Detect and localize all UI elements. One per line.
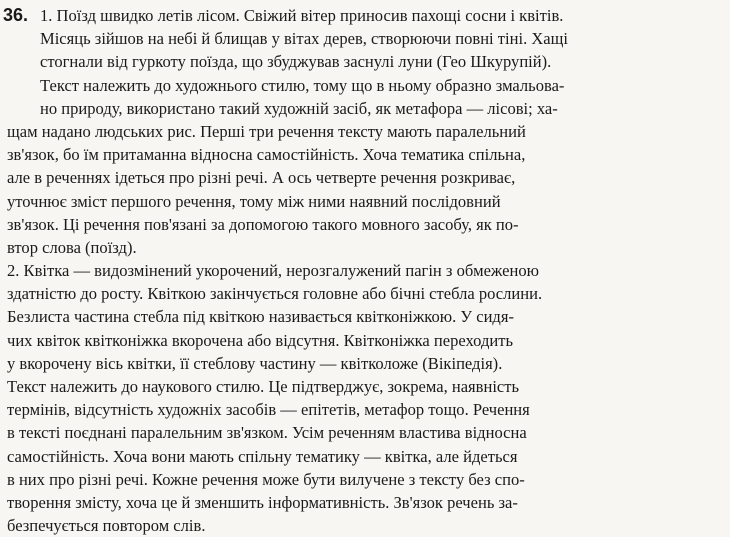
- text-line: чих квіток квітконіжка вкорочена або відсутня. Квітконіжка переходить: [7, 330, 514, 350]
- text-line: здатністю до росту. Квіткою закінчується головне або бічні стебла рослини.: [7, 284, 543, 304]
- text-line: зв'язок. Ці речення пов'язані за допомогою такого мовного засобу, як по-: [7, 214, 519, 234]
- text-line: термінів, відсутність художніх засобів — епітетів, метафор тощо. Речення: [7, 400, 530, 420]
- text-line: зв'язок, бо їм притаманна відносна самостійність. Хоча тематика спільна,: [7, 145, 526, 165]
- text-line: 2. Квітка — видозмінений укорочений, нерозгалужений пагін з обмеженою: [7, 261, 539, 281]
- text-line: але в реченнях ідеться про різні речі. А ось четверте речення розкриває,: [7, 168, 516, 188]
- text-line: в тексті поєднані паралельним зв'язком. Усім реченням властива відносна: [7, 423, 527, 443]
- text-line: безпечується повтором слів.: [7, 516, 206, 536]
- text-line: уточнює зміст першого речення, тому між ними наявний послідовний: [7, 191, 501, 211]
- text-line: творення змісту, хоча це й зменшить інформативність. Зв'язок речень за-: [7, 492, 518, 512]
- text-line: 1. Поїзд швидко летів лісом. Свіжий вітер приносив пахощі сосни і квітів.: [40, 6, 564, 25]
- text-line: втор слова (поїзд).: [7, 237, 137, 257]
- text-line: у вкорочену вісь квітки, її стеблову частину — квітколоже (Вікіпедія).: [7, 353, 503, 373]
- text-line: Текст належить до наукового стилю. Це підтверджує, зокрема, наявність: [7, 377, 520, 396]
- text-line: Місяць зійшов на небі й блищав у вітах дерев, створюючи повні тіні. Хащі: [40, 29, 568, 49]
- text-line: в них про різні речі. Кожне речення може бути вилучене з тексту без спо-: [7, 469, 525, 489]
- text-line: но природу, використано такий художній засіб, як метафора — лісові; ха-: [40, 98, 558, 118]
- text-line: стогнали від гуркоту поїзда, що збуджував заснулі луни (Гео Шкурупій).: [40, 52, 552, 72]
- text-line: щам надано людських рис. Перші три речення тексту мають паралельний: [7, 121, 526, 141]
- text-line: самостійність. Хоча вони мають спільну тематику — квітка, але йдеться: [7, 446, 518, 466]
- text-line: Текст належить до художнього стилю, тому що в ньому образно змальова-: [40, 75, 565, 95]
- text-line: Безлиста частина стебла під квіткою називається квітконіжкою. У сидя-: [7, 307, 514, 327]
- exercise-number: 36.: [3, 5, 29, 25]
- answer-text: [0, 4, 730, 537]
